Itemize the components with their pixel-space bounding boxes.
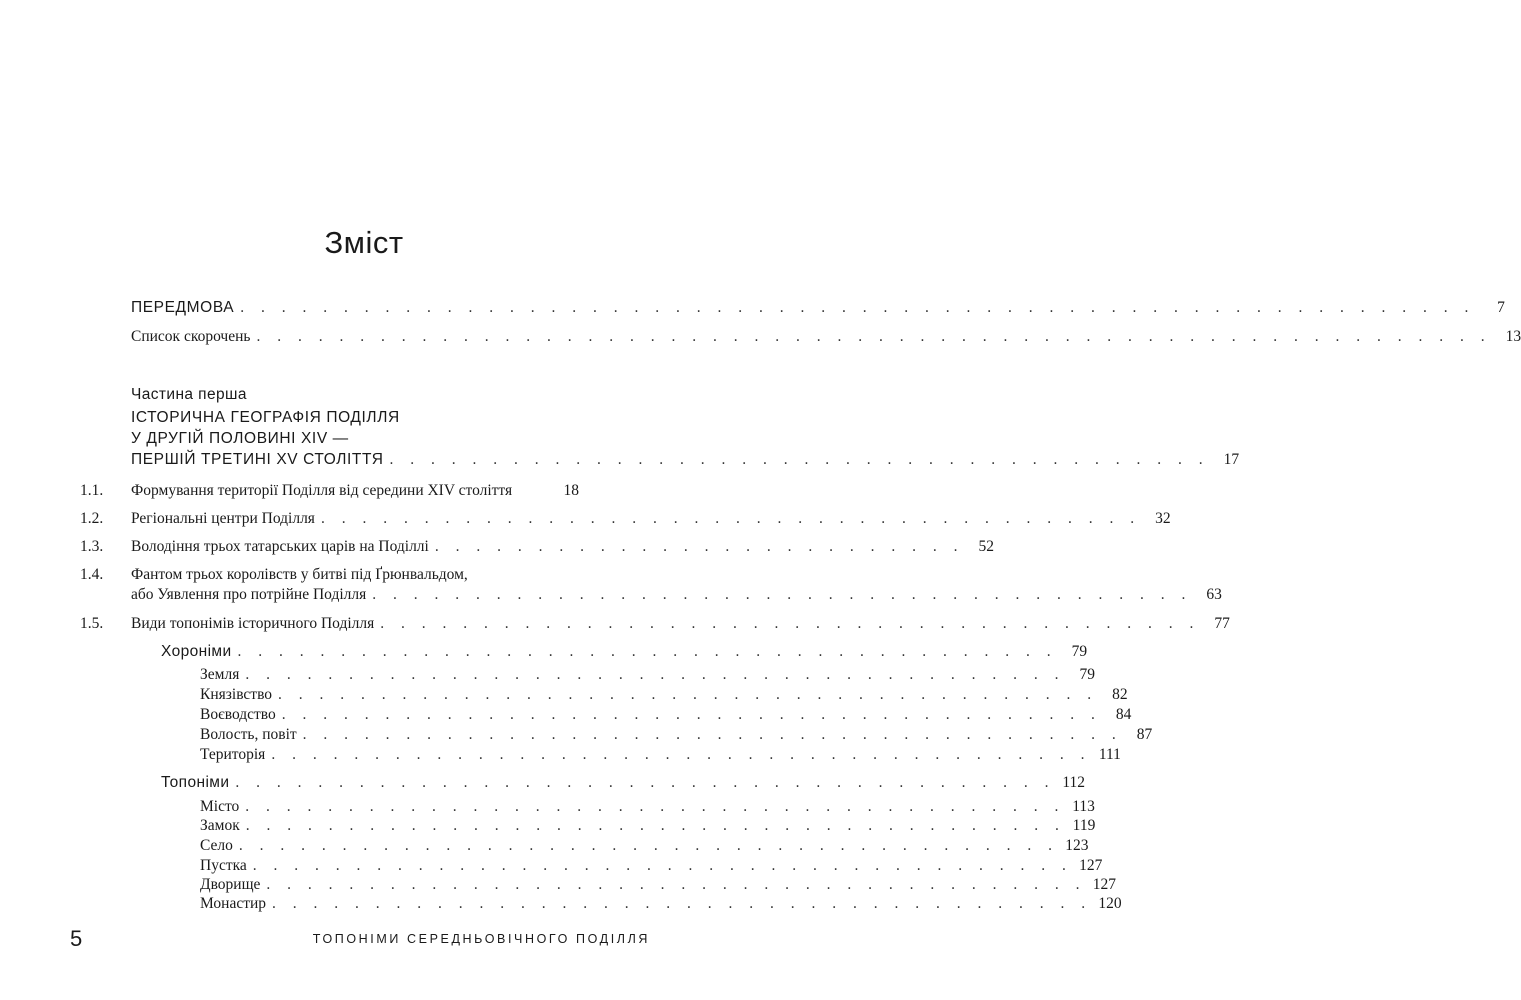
toc-page-number: 77 bbox=[1214, 615, 1230, 632]
toc-entry-label: Формування території Поділля від середини XIV століття bbox=[131, 482, 513, 499]
toc-page-number: 123 bbox=[1065, 837, 1089, 854]
toc-leader-dots: . . . . . . . . . . . . . . . . . . . . . . . . . . . . . . . . . . . . . . . . bbox=[238, 837, 1059, 854]
chapter-number: 1.4. bbox=[80, 566, 104, 583]
toc-entry-zemlia[interactable] bbox=[200, 665, 1095, 684]
toc-page-number: 127 bbox=[1092, 876, 1117, 893]
toc-entry-label: Фантом трьох королівств у битві під Ґрюнвальдом, bbox=[131, 566, 468, 583]
toc-page-number: 119 bbox=[1072, 817, 1096, 834]
toc-entry-label: Пустка bbox=[200, 857, 247, 874]
toc-entry-label: Топоніми bbox=[161, 774, 230, 791]
toc-page-number: 82 bbox=[1112, 686, 1128, 703]
toc-entry-label-continued: або Уявлення про потрійне Поділля bbox=[131, 586, 367, 603]
toc-page-number: 111 bbox=[1098, 746, 1121, 763]
toc-entry-label: Місто bbox=[200, 798, 240, 815]
toc-leader-dots: . . . . . . . . . . . . . . . . . . . . . . . . . . . . . . . . . . . . . . . . bbox=[235, 774, 1056, 791]
toc-page-number: 113 bbox=[1072, 798, 1095, 815]
toc-page-number: 52 bbox=[978, 538, 994, 555]
toc-leader-dots: . . . . . . . . . . . . . . . . . . . . . . . . . . . . . . . . . . . . . . . . bbox=[245, 666, 1065, 683]
chapter-number: 1.1. bbox=[80, 482, 104, 499]
toc-entry-label: Село bbox=[200, 837, 233, 854]
toc-entry-label: Регіональні центри Поділля bbox=[131, 510, 315, 527]
toc-leader-dots: . . . . . . . . . . . . . . . . . . . . . . . . . . . . . . . . . . . . . . . . . . . . . . . . . . . . . . . . . . . . bbox=[240, 299, 1475, 316]
toc-leader-dots: . . . . . . . . . . . . . . . . . . . . . . . . . . . . . . . . . . . . . . . . bbox=[271, 746, 1091, 763]
toc-entry-label: Список скорочень bbox=[131, 328, 251, 345]
toc-page-number: 120 bbox=[1098, 895, 1122, 912]
toc-leader-dots: . . . . . . . . . . . . . . . . . . . . . . . . . . . . . . . . . . . . . . . . bbox=[302, 726, 1123, 743]
toc-entry-label: Територія bbox=[200, 746, 266, 763]
toc-entry-zamok[interactable] bbox=[200, 816, 1096, 835]
toc-page-number: 87 bbox=[1136, 726, 1153, 743]
toc-leader-dots: . . . . . . . . . . . . . . . . . . . . . . . . . . . . . . . . . . . . . . . . bbox=[380, 615, 1200, 632]
toc-leader-dots: . . . . . . . . . . . . . . . . . . . . . . . . . . . . . . . . . . . . . . . . bbox=[272, 895, 1092, 912]
toc-entry-label: Земля bbox=[200, 666, 240, 683]
part-title-line-3: ПЕРШІЙ ТРЕТИНІ XV СТОЛІТТЯ bbox=[131, 451, 384, 468]
toc-entry-chapter-1-3[interactable] bbox=[131, 537, 994, 556]
toc-entry-label: Монастир bbox=[200, 895, 267, 912]
toc-entry-preface[interactable] bbox=[131, 298, 1505, 317]
toc-leader-dots: . . . . . . . . . . . . . . . . . . . . . . . . . . . . . . . . . . . . . . . . bbox=[237, 643, 1058, 660]
toc-page-number: 32 bbox=[1155, 510, 1171, 527]
toc-page-number: 79 bbox=[1071, 643, 1088, 660]
toc-leader-dots: . . . . . . . . . . . . . . . . . . . . . . . . . . . . . . . . . . . . . . . . bbox=[252, 857, 1073, 874]
toc-page-number: 63 bbox=[1206, 586, 1222, 603]
toc-entry-label: ПЕРЕДМОВА bbox=[131, 299, 235, 316]
toc-entry-chapter-1-5[interactable] bbox=[131, 614, 1230, 633]
toc-entry-pustka[interactable] bbox=[200, 856, 1103, 875]
toc-entry-abbreviations[interactable] bbox=[131, 327, 1521, 346]
toc-entry-label: Волость, повіт bbox=[200, 726, 297, 743]
toc-leader-dots: . . . . . . . . . . . . . . . . . . . . . . . . . . . . . . . . . . . . . . . . bbox=[320, 510, 1141, 527]
toc-entry-kniazivstvo[interactable] bbox=[200, 685, 1128, 704]
part-label: Частина перша bbox=[131, 386, 247, 403]
toc-leader-dots: . . . . . . . . . . . . . . . . . . . . . . . . . . . . . . . . . . . . . . . . bbox=[372, 586, 1192, 603]
toc-entry-misto[interactable] bbox=[200, 797, 1095, 816]
chapter-number: 1.5. bbox=[80, 615, 104, 632]
page-title: Зміст bbox=[324, 225, 404, 260]
toc-page-number: 112 bbox=[1062, 774, 1086, 791]
toc-leader-dots: . . . . . . . . . . . . . . . . . . . . . . . . . . . . . . . . . . . . . . . . bbox=[266, 876, 1087, 893]
part-title-line-1: ІСТОРИЧНА ГЕОГРАФІЯ ПОДІЛЛЯ bbox=[131, 409, 400, 426]
toc-entry-choronyms[interactable] bbox=[161, 642, 1088, 661]
toc-leader-dots: . . . . . . . . . . . . . . . . . . . . . . . . . . . . . . . . . . . . . . . . bbox=[281, 706, 1102, 723]
chapter-number: 1.2. bbox=[80, 510, 104, 527]
part-title-line-2: У ДРУГІЙ ПОЛОВИНІ XIV — bbox=[131, 430, 349, 447]
toc-entry-selo[interactable] bbox=[200, 836, 1089, 855]
toc-page-number: 79 bbox=[1079, 666, 1095, 683]
toc-entry-dvoryshche[interactable] bbox=[200, 875, 1117, 894]
toc-page-number: 84 bbox=[1115, 706, 1132, 723]
toc-page-number: 7 bbox=[1497, 299, 1505, 316]
toc-page-number: 13 bbox=[1505, 328, 1521, 345]
toc-leader-dots: . . . . . . . . . . . . . . . . . . . . . . . . . . . . . . . . . . . . . . . . . . . . . . . . . . . . . . . . . . . . bbox=[256, 328, 1492, 345]
toc-entry-label: Воєводство bbox=[200, 706, 276, 723]
folio-page-number: 5 bbox=[70, 926, 83, 951]
toc-leader-dots: . . . . . . . . . . . . . . . . . . . . . . . . . . bbox=[434, 538, 964, 555]
toc-entry-toponyms[interactable] bbox=[161, 773, 1086, 792]
toc-entry-label: Володіння трьох татарських царів на Поділлі bbox=[131, 538, 429, 555]
toc-entry-monastyr[interactable] bbox=[200, 894, 1122, 913]
chapter-number: 1.3. bbox=[80, 538, 104, 555]
toc-entry-label: Дворище bbox=[200, 876, 261, 893]
toc-entry-label: Замок bbox=[200, 817, 240, 834]
toc-entry-chapter-1-2[interactable] bbox=[131, 509, 1171, 528]
toc-leader-dots: . . . . . . . . . . . . . . . . . . . . . . . . . . . . . . . . . . . . . . . . bbox=[278, 686, 1098, 703]
toc-entry-terytoriia[interactable] bbox=[200, 745, 1121, 764]
toc-entry-label: Види топонімів історичного Поділля bbox=[131, 615, 375, 632]
toc-entry-label: Хороніми bbox=[161, 643, 232, 660]
toc-page-number: 18 bbox=[563, 482, 579, 499]
toc-leader-dots: . . . . . . . . . . . . . . . . . . . . . . . . . . . . . . . . . . . . . . . . bbox=[389, 451, 1210, 468]
toc-page-number: 127 bbox=[1079, 857, 1103, 874]
toc-entry-label: Князівство bbox=[200, 686, 273, 703]
toc-page-number: 17 bbox=[1223, 451, 1240, 468]
toc-entry-part-one[interactable] bbox=[131, 450, 1240, 469]
toc-entry-volost[interactable] bbox=[200, 725, 1153, 744]
toc-leader-dots: . . . . . . . . . . . . . . . . . . . . . . . . . . . . . . . . . . . . . . . . bbox=[245, 817, 1066, 834]
toc-entry-chapter-1-1[interactable] bbox=[131, 481, 579, 500]
running-footer-title: ТОПОНІМИ СЕРЕДНЬОВІЧНОГО ПОДІЛЛЯ bbox=[312, 932, 650, 946]
toc-entry-voievodstvo[interactable] bbox=[200, 705, 1132, 724]
toc-entry-chapter-1-4[interactable] bbox=[131, 585, 1222, 604]
toc-leader-dots: . . . . . . . . . . . . . . . . . . . . . . . . . . . . . . . . . . . . . . . . bbox=[245, 798, 1065, 815]
